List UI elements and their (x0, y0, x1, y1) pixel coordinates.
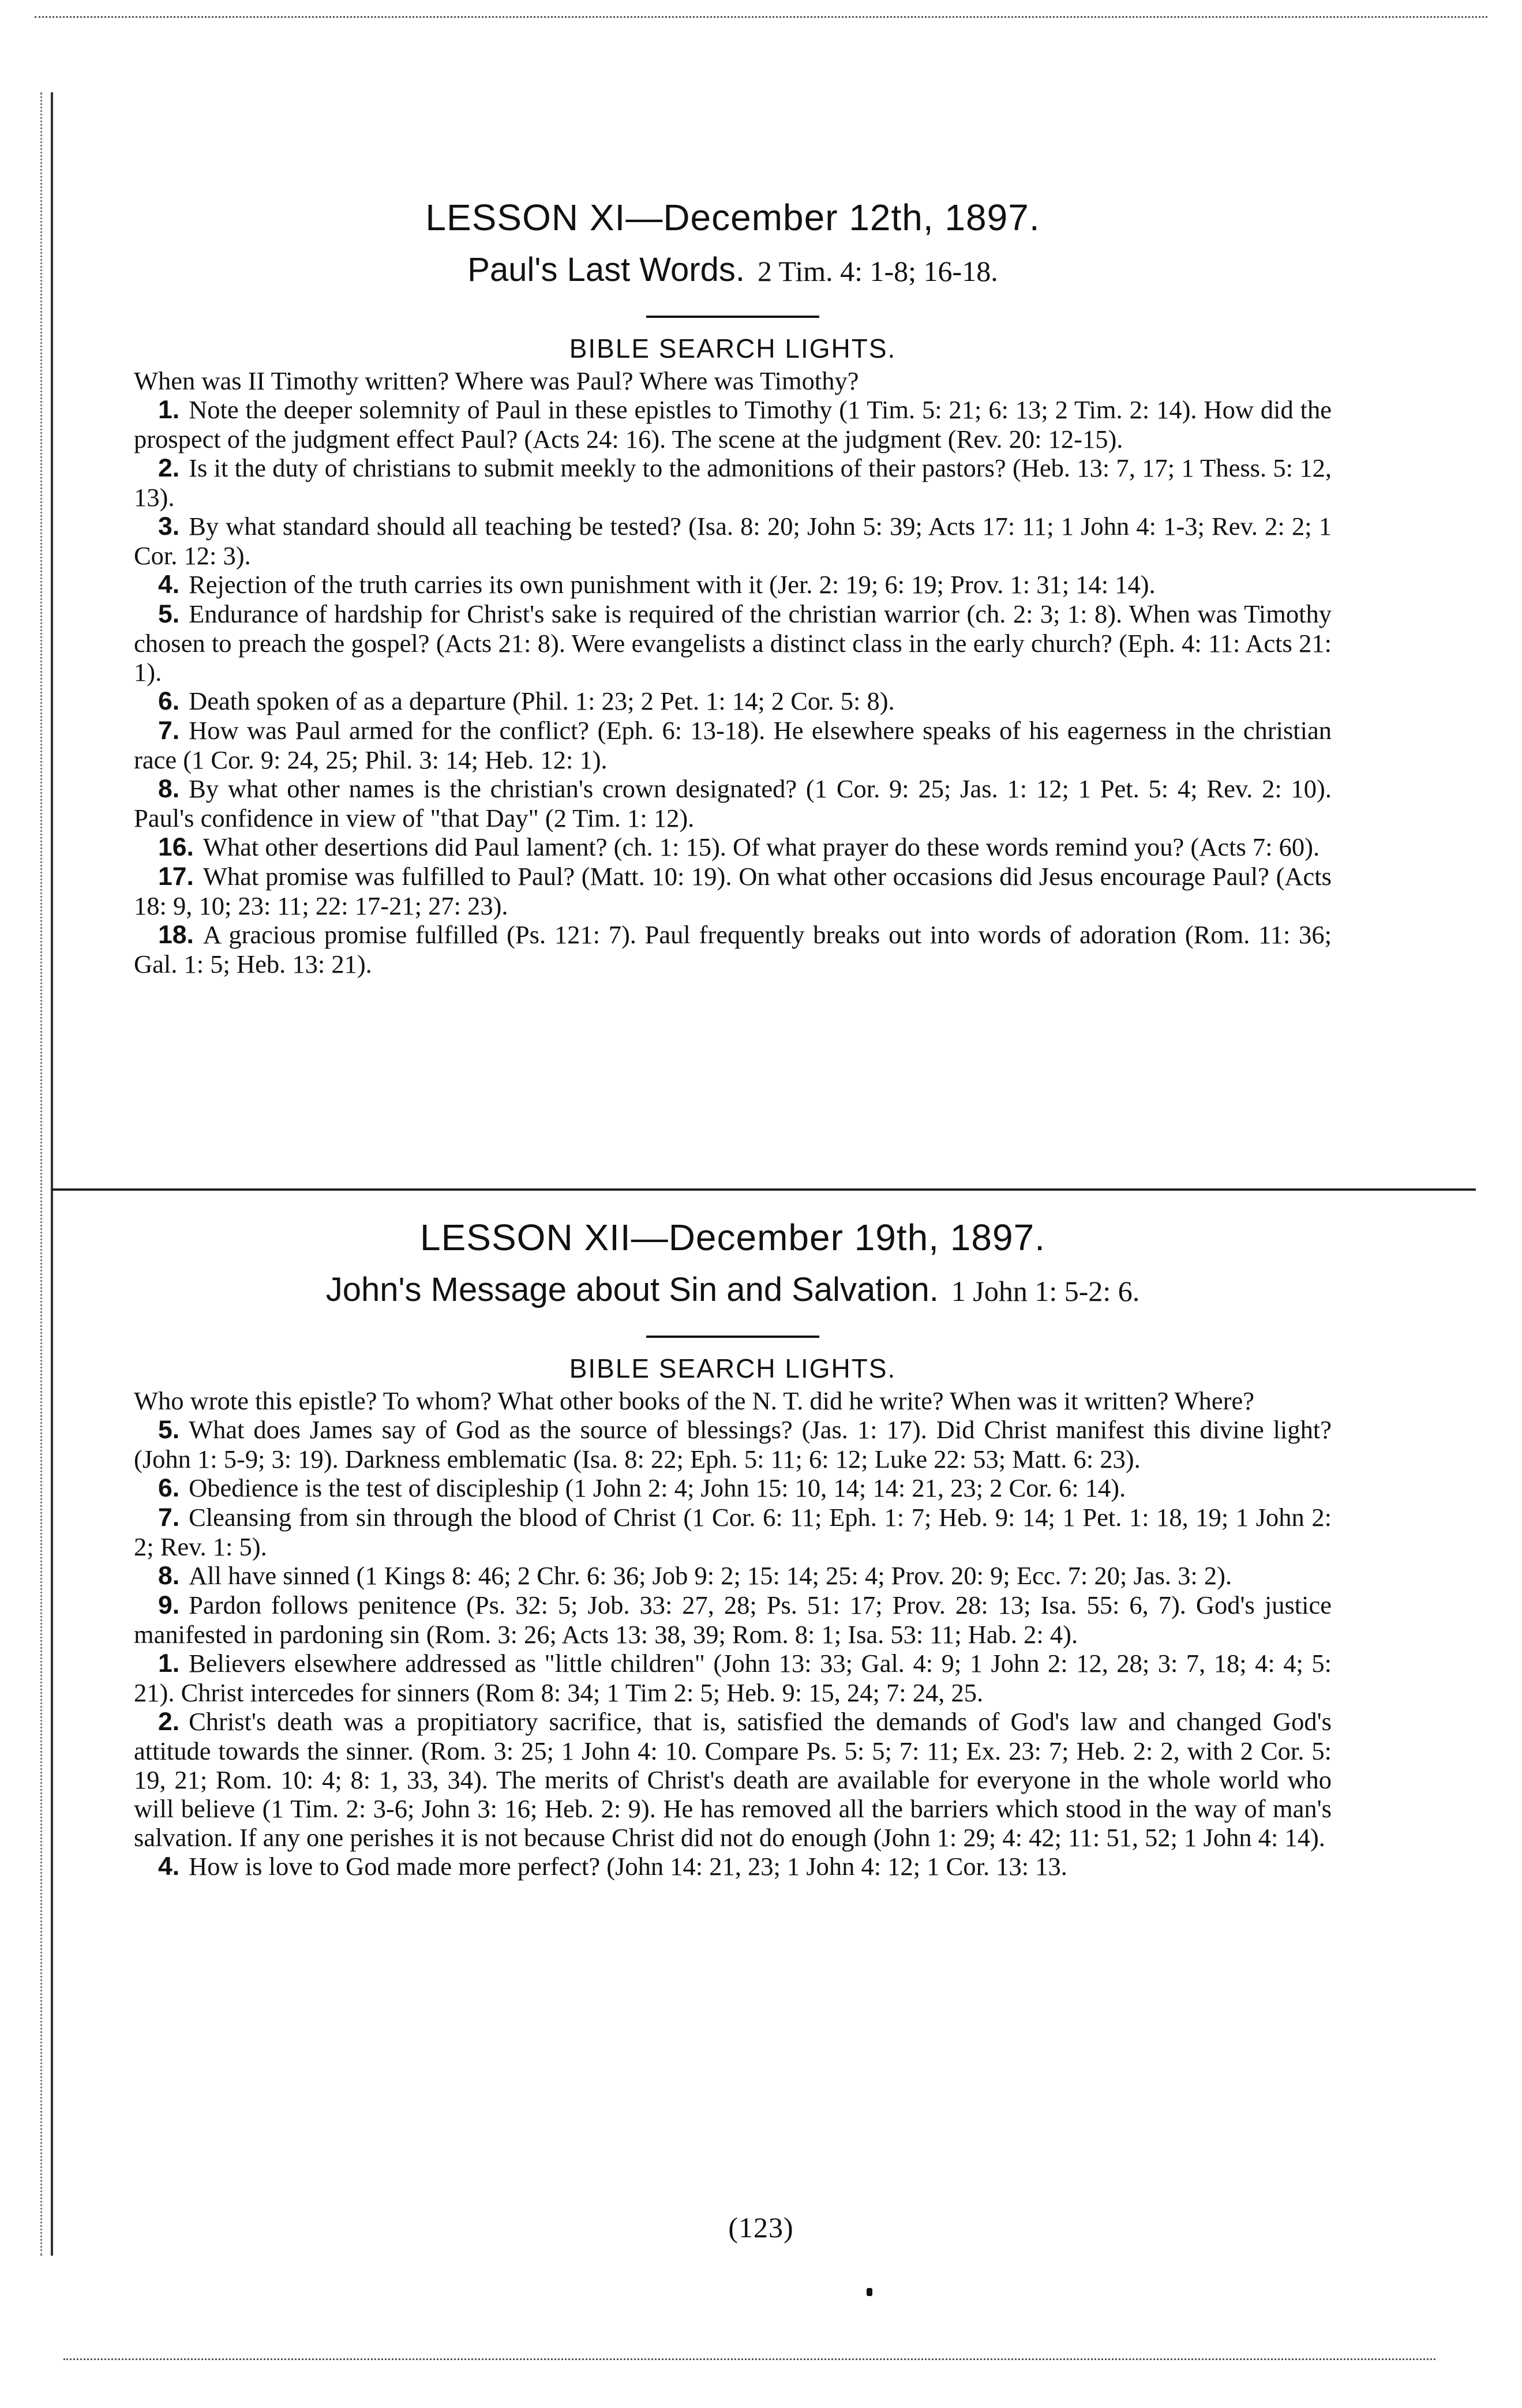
list-item (134, 599, 1332, 687)
list-item (134, 774, 1332, 832)
scan-edge-left-dots (40, 92, 42, 2256)
list-item (134, 1561, 1332, 1591)
list-item (134, 920, 1332, 978)
item-number: 18. (158, 921, 194, 949)
item-text: Death spoken of as a departure (Phil. 1: 23; 2 Pet. 1: 14; 2 Cor. 5: 8). (189, 687, 895, 715)
lesson-title: LESSON XI—December 12th, 1897. (425, 197, 1040, 238)
list-item (134, 453, 1332, 512)
item-number: 7. (158, 1503, 180, 1532)
lesson-body (134, 1386, 1332, 1881)
item-number: 6. (158, 687, 180, 715)
item-number: 6. (158, 1474, 180, 1502)
item-text: How is love to God made more perfect? (John 14: 21, 23; 1 John 4: 12; 1 Cor. 13: 13. (189, 1852, 1067, 1881)
list-item (134, 1707, 1332, 1852)
list-item (134, 832, 1332, 862)
scripture-reference: 1 John 1: 5-2: 6. (951, 1275, 1140, 1307)
intro-text: Who wrote this epistle? To whom? What other books of the N. T. did he write? When was it written? Where? (134, 1386, 1255, 1415)
lesson-subtitle: Paul's Last Words. (467, 251, 745, 288)
item-text: Cleansing from sin through the blood of Christ (1 Cor. 6: 11; Eph. 1: 7; Heb. 9: 14; 1 Pet. 1: 18, 19; 1 John 2: 2; Rev. 1: 5). (134, 1503, 1332, 1561)
list-item (134, 862, 1332, 920)
item-text: Believers elsewhere addressed as "little children" (John 13: 33; Gal. 4: 9; 1 John 2: 12, 28; 3: 7, 18; 4: 4; 5: 21). Christ intercedes for sinners (Rom 8: 34; 1 Tim 2: 5; Heb. 9: 15, 24; 7: 24, 25. (134, 1649, 1332, 1707)
scan-edge-bottom (63, 2358, 1435, 2364)
intro-paragraph (134, 366, 1332, 395)
list-item (134, 716, 1332, 774)
item-text: How was Paul armed for the conflict? (Eph. 6: 13-18). He elsewhere speaks of his eagerness in the christian race (1 Cor. 9: 24, 25; Phil. 3: 14; Heb. 12: 1). (134, 716, 1332, 774)
item-number: 8. (158, 1562, 180, 1590)
item-text: Christ's death was a propitiatory sacrifice, that is, satisfied the demands of God's law and changed God's attitude towards the sinner. (Rom. 3: 25; 1 John 4: 10. Compare Ps. 5: 5; 7: 11; Ex. 23: 7; Heb. 2: 2, with 2 Cor. 5: 19, 21; Rom. 10: 4; 8: 1, 33, 34). The merits of Christ's death are available for everyone in the whole world who will believe (1 Tim. 2: 3-6; John 3: 16; Heb. 2: 9). He has removed all the barriers which stood in the way of man's salvation. If any one perishes it is not because Christ did not do enough (John 1: 29; 4: 42; 11: 51, 52; 1 John 4: 14). (134, 1707, 1332, 1852)
lesson-title: LESSON XII—December 19th, 1897. (420, 1217, 1045, 1258)
page-number-text: (123) (728, 2211, 794, 2244)
intro-paragraph (134, 1386, 1332, 1415)
scripture-reference: 2 Tim. 4: 1-8; 16-18. (757, 255, 998, 287)
item-text: A gracious promise fulfilled (Ps. 121: 7). Paul frequently breaks out into words of adoration (Rom. 11: 36; Gal. 1: 5; Heb. 13: 21). (134, 920, 1332, 978)
item-number: 1. (158, 1649, 180, 1678)
page-left-rule (51, 92, 53, 2256)
short-divider (646, 1336, 819, 1338)
list-item (134, 1503, 1332, 1561)
item-text: What promise was fulfilled to Paul? (Matt. 10: 19). On what other occasions did Jesus encourage Paul? (Acts 18: 9, 10; 23: 11; 22: 17-21; 27: 23). (134, 862, 1332, 920)
item-text: Pardon follows penitence (Ps. 32: 5; Job. 33: 27, 28; Ps. 51: 17; Prov. 28: 13; Isa. 55: 6, 7). God's justice manifested in pardoning sin (Rom. 3: 26; Acts 13: 38, 39; Rom. 8: 1; Isa. 53: 11; Hab. 2: 4). (134, 1591, 1332, 1649)
scan-edge-top (35, 16, 1487, 21)
item-text: Endurance of hardship for Christ's sake is required of the christian warrior (ch. 2: 3; 1: 8). When was Timothy chosen to preach the gospel? (Acts 21: 8). Were evangelists a distinct class in the early church? (Eph. 4: 11: Acts 21: 1). (134, 599, 1332, 687)
section-heading: BIBLE SEARCH LIGHTS. (569, 333, 897, 363)
list-item (134, 1473, 1332, 1503)
list-item (134, 1649, 1332, 1707)
item-number: 2. (158, 1708, 180, 1736)
item-text: Obedience is the test of discipleship (1 John 2: 4; John 15: 10, 14; 14: 21, 23; 2 Cor. 6: 14). (189, 1473, 1126, 1502)
lesson-subtitle: John's Message about Sin and Salvation. (325, 1271, 939, 1308)
list-item (134, 687, 1332, 716)
list-item (134, 1852, 1332, 1881)
item-text: What other desertions did Paul lament? (ch. 1: 15). Of what prayer do these words remind you? (Acts 7: 60). (203, 832, 1320, 861)
list-item (134, 395, 1332, 453)
item-number: 4. (158, 571, 180, 599)
section-heading: BIBLE SEARCH LIGHTS. (569, 1353, 897, 1383)
page-number (0, 2211, 1522, 2244)
item-text: By what standard should all teaching be tested? (Isa. 8: 20; John 5: 39; Acts 17: 11; 1 John 4: 1-3; Rev. 2: 2; 1 Cor. 12: 3). (134, 512, 1332, 570)
list-item (134, 512, 1332, 570)
item-number: 8. (158, 775, 180, 803)
lesson-12 (134, 1216, 1332, 1881)
item-number: 3. (158, 512, 180, 541)
short-divider (646, 316, 819, 318)
intro-text: When was II Timothy written? Where was Paul? Where was Timothy? (134, 366, 859, 395)
lesson-subtitle-line (134, 1270, 1332, 1309)
item-number: 5. (158, 1416, 180, 1444)
printer-mark (867, 2288, 872, 2296)
item-number: 17. (158, 862, 194, 891)
lesson-body (134, 366, 1332, 978)
item-text: Is it the duty of christians to submit meekly to the admonitions of their pastors? (Heb. 13: 7, 17; 1 Thess. 5: 12, 13). (134, 453, 1332, 512)
list-item (134, 1415, 1332, 1473)
item-number: 7. (158, 717, 180, 745)
item-text: What does James say of God as the source of blessings? (Jas. 1: 17). Did Christ manifest this divine light? (John 1: 5-9; 3: 19). Darkness emblematic (Isa. 8: 22; Eph. 5: 11; 6: 12; Luke 22: 53; Matt. 6: 23). (134, 1415, 1332, 1473)
lesson-11 (134, 196, 1332, 978)
item-text: By what other names is the christian's crown designated? (1 Cor. 9: 25; Jas. 1: 12; 1 Pet. 5: 4; Rev. 2: 10). Paul's confidence in view of "that Day" (2 Tim. 1: 12). (134, 774, 1332, 832)
list-item (134, 570, 1332, 599)
item-number: 4. (158, 1852, 180, 1881)
item-text: All have sinned (1 Kings 8: 46; 2 Chr. 6: 36; Job 9: 2; 15: 14; 25: 4; Prov. 20: 9; Ecc. 7: 20; Jas. 3: 2). (189, 1561, 1232, 1590)
item-text: Note the deeper solemnity of Paul in these epistles to Timothy (1 Tim. 5: 21; 6: 13; 2 Tim. 2: 14). How did the prospect of the judgment effect Paul? (Acts 24: 16). The scene at the judgment (Rev. 20: 12-15). (134, 395, 1332, 453)
item-text: Rejection of the truth carries its own punishment with it (Jer. 2: 19; 6: 19; Prov. 1: 31; 14: 14). (189, 570, 1156, 599)
item-number: 2. (158, 454, 180, 482)
lesson-subtitle-line (134, 250, 1332, 289)
list-item (134, 1591, 1332, 1649)
item-number: 16. (158, 833, 194, 861)
lesson-divider (51, 1188, 1476, 1191)
item-number: 5. (158, 600, 180, 628)
item-number: 1. (158, 396, 180, 424)
item-number: 9. (158, 1591, 180, 1619)
